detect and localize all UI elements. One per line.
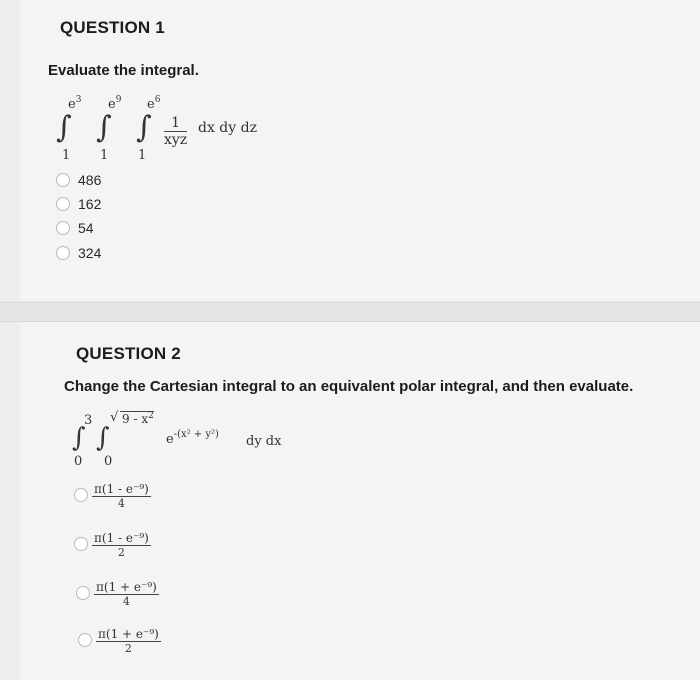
option-fraction: $\frac{\text{π(1 - e⁻⁹)}}{2}$ bbox=[94, 531, 149, 559]
option-radio[interactable] bbox=[78, 633, 92, 647]
lower-limit-2: 1 bbox=[100, 148, 109, 163]
integral-sign-icon: ∫ bbox=[96, 110, 112, 145]
option-radio[interactable] bbox=[74, 488, 88, 502]
option-radio[interactable] bbox=[56, 173, 70, 187]
option-fraction: $\frac{\text{π(1 - e⁻⁹)}}{4}$ bbox=[94, 482, 149, 510]
differentials: dy dx bbox=[246, 434, 282, 449]
outer-lower-limit: 0 bbox=[74, 454, 83, 469]
integral-sign-icon: ∫ bbox=[136, 110, 152, 145]
upper-limit-2: $e^9$ bbox=[108, 95, 122, 112]
question-1-panel bbox=[20, 0, 700, 300]
question-prompt: Evaluate the integral. bbox=[48, 62, 199, 79]
option-radio[interactable] bbox=[74, 537, 88, 551]
question-prompt: Change the Cartesian integral to an equivalent polar integral, and then evaluate. bbox=[64, 378, 634, 395]
option-fraction: $\frac{\text{π(1 + e⁻⁹)}}{4}$ bbox=[96, 580, 157, 608]
differentials: dx dy dz bbox=[198, 120, 257, 136]
option-radio[interactable] bbox=[56, 246, 70, 260]
question-title: QUESTION 2 bbox=[76, 344, 181, 363]
option-radio[interactable] bbox=[56, 221, 70, 235]
option-label: 54 bbox=[78, 220, 94, 236]
option-label: 324 bbox=[78, 245, 102, 261]
sqrt-radical-icon: √ bbox=[110, 410, 119, 425]
integrand: $e^{-(x^2 + y^2)}$ bbox=[166, 429, 219, 447]
option-label: 162 bbox=[78, 196, 102, 212]
integrand-fraction: 1 xyz bbox=[164, 115, 188, 148]
lower-limit-1: 1 bbox=[62, 148, 71, 163]
integral-sign-icon: ∫ bbox=[96, 423, 110, 453]
integral-sign-icon: ∫ bbox=[56, 110, 72, 145]
upper-limit-1: $e^3$ bbox=[68, 95, 82, 112]
integral-sign-icon: ∫ bbox=[72, 423, 86, 453]
option-label: 486 bbox=[78, 172, 102, 188]
option-radio[interactable] bbox=[56, 197, 70, 211]
inner-lower-limit: 0 bbox=[104, 454, 113, 469]
option-radio[interactable] bbox=[76, 586, 90, 600]
question-2-panel bbox=[20, 322, 700, 680]
upper-limit-3: $e^6$ bbox=[147, 95, 161, 112]
section-divider bbox=[0, 302, 700, 322]
lower-limit-3: 1 bbox=[138, 148, 147, 163]
option-fraction: $\frac{\text{π(1 + e⁻⁹)}}{2}$ bbox=[98, 627, 159, 655]
question-title: QUESTION 1 bbox=[60, 18, 165, 37]
outer-upper-limit: 3 bbox=[84, 413, 93, 428]
inner-upper-limit: $9 - x^2$ bbox=[122, 411, 154, 426]
